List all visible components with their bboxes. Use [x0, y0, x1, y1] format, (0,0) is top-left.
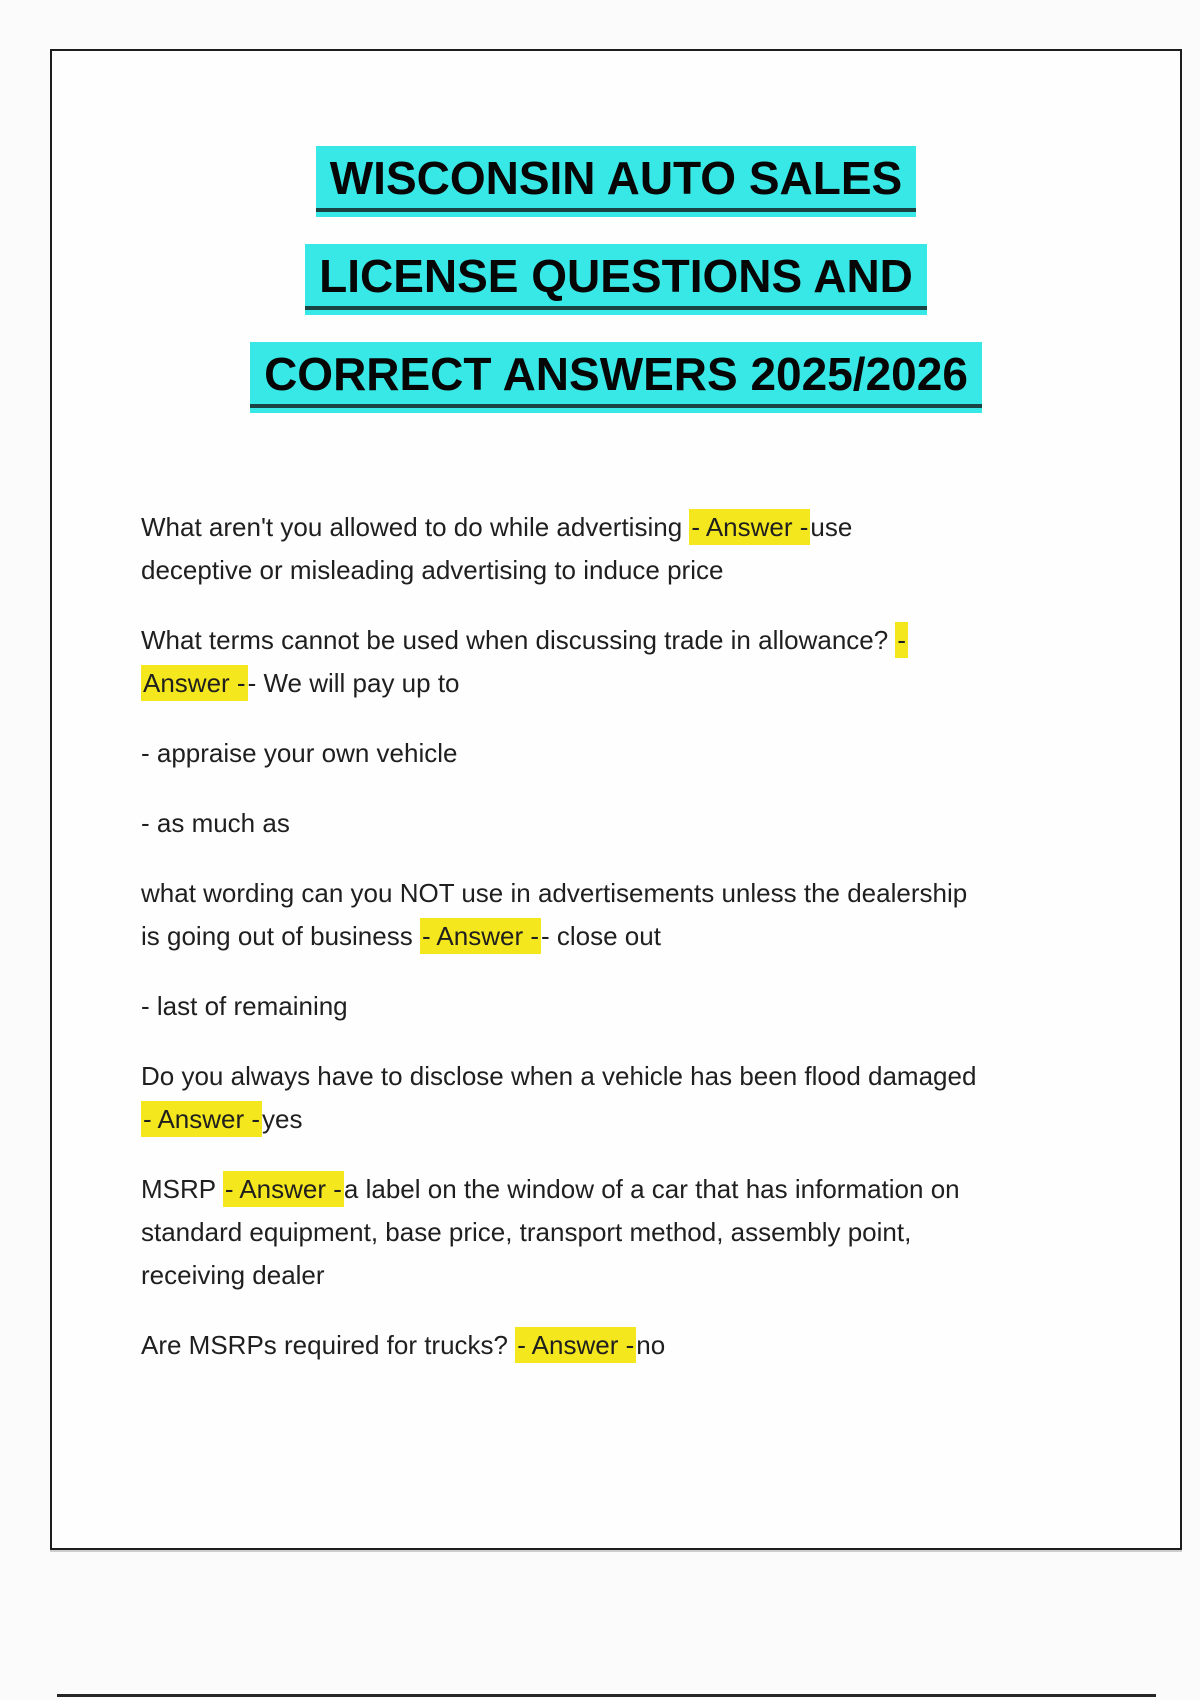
text-segment: MSRP	[141, 1174, 223, 1204]
qa-line	[141, 662, 1180, 705]
document-title-line: CORRECT ANSWERS 2025/2026	[250, 342, 982, 408]
qa-paragraph	[141, 1324, 1180, 1367]
answer-highlight: - Answer -	[141, 1101, 262, 1137]
text-segment: What terms cannot be used when discussing trade in allowance?	[141, 625, 896, 655]
document-title-row	[52, 146, 1180, 212]
qa-line	[141, 802, 1180, 845]
qa-line	[141, 1055, 1180, 1098]
text-segment: - last of remaining	[141, 991, 348, 1021]
qa-paragraph	[141, 1168, 1180, 1297]
qa-line	[141, 506, 1180, 549]
document-title-row	[52, 342, 1180, 408]
qa-line	[141, 985, 1180, 1028]
document-title-row	[52, 244, 1180, 310]
text-segment: is going out of business	[141, 921, 420, 951]
qa-paragraph	[141, 732, 1180, 775]
document-title-line: LICENSE QUESTIONS AND	[305, 244, 927, 310]
text-segment: What aren't you allowed to do while advertising	[141, 512, 690, 542]
answer-highlight: - Answer -	[689, 509, 810, 545]
qa-paragraph	[141, 802, 1180, 845]
qa-paragraph	[141, 872, 1180, 958]
text-segment: standard equipment, base price, transport method, assembly point,	[141, 1217, 912, 1247]
qa-line	[141, 872, 1180, 915]
qa-paragraph	[141, 506, 1180, 592]
qa-line	[141, 1168, 1180, 1211]
text-segment: Are MSRPs required for trucks?	[141, 1330, 516, 1360]
answer-highlight: - Answer -	[420, 918, 541, 954]
qa-line	[141, 1324, 1180, 1367]
text-segment: - as much as	[141, 808, 290, 838]
text-segment: - close out	[541, 921, 661, 951]
qa-line	[141, 1211, 1180, 1254]
answer-highlight: - Answer -	[515, 1327, 636, 1363]
text-segment: - We will pay up to	[247, 668, 460, 698]
qa-paragraph	[141, 619, 1180, 705]
document-title	[52, 51, 1180, 408]
document-title-line: WISCONSIN AUTO SALES	[316, 146, 916, 212]
qa-body	[52, 440, 1180, 1367]
qa-line	[141, 732, 1180, 775]
qa-paragraph	[141, 985, 1180, 1028]
text-segment: no	[636, 1330, 666, 1360]
qa-line	[141, 549, 1180, 592]
qa-line	[141, 619, 1180, 662]
text-segment: yes	[262, 1104, 303, 1134]
answer-highlight: - Answer -	[223, 1171, 344, 1207]
text-segment: deceptive or misleading advertising to induce price	[141, 555, 724, 585]
answer-highlight: Answer -	[141, 665, 248, 701]
text-segment: use	[810, 512, 853, 542]
text-segment: - appraise your own vehicle	[141, 738, 458, 768]
text-segment: Do you always have to disclose when a vehicle has been flood damaged	[141, 1061, 977, 1091]
text-segment: receiving dealer	[141, 1260, 325, 1290]
answer-highlight: -	[895, 622, 908, 658]
qa-paragraph	[141, 1055, 1180, 1141]
qa-line	[141, 1098, 1180, 1141]
qa-line	[141, 1254, 1180, 1297]
qa-line	[141, 915, 1180, 958]
text-segment: a label on the window of a car that has information on	[343, 1174, 960, 1204]
text-segment: what wording can you NOT use in advertisements unless the dealership	[141, 878, 968, 908]
page-separator-line	[57, 1694, 1156, 1697]
document-page	[50, 49, 1182, 1550]
